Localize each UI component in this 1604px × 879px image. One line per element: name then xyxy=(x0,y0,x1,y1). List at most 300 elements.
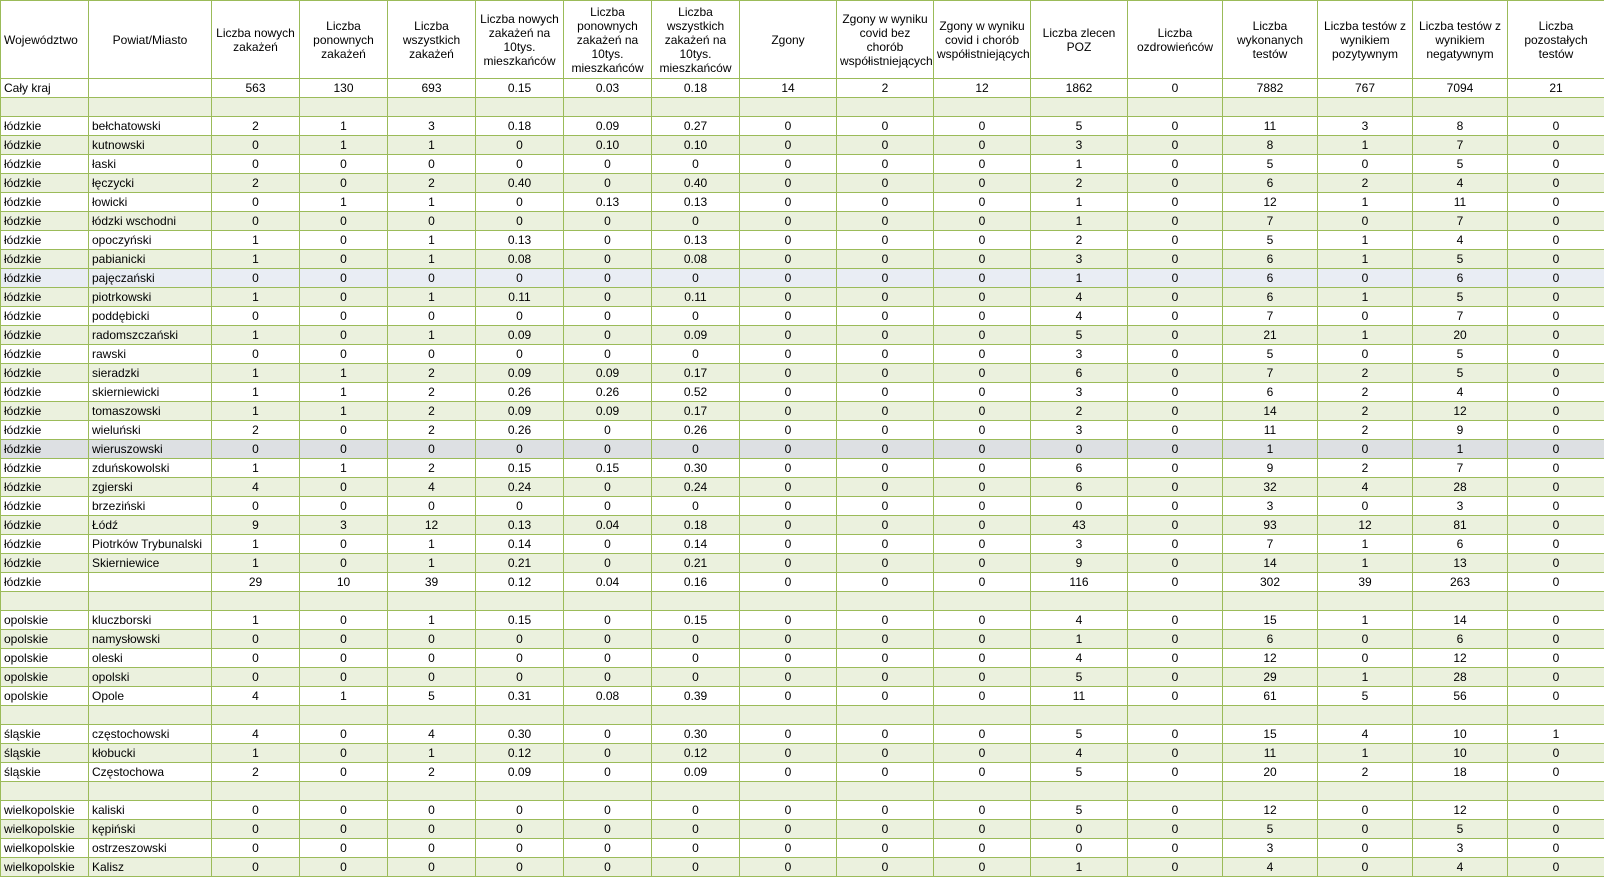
table-row xyxy=(1,516,1604,535)
cell-county: Częstochowa xyxy=(89,763,212,782)
cell-value: 0 xyxy=(476,497,564,516)
cell-value: 0.30 xyxy=(476,725,564,744)
column-header: Liczba ozdrowieńców xyxy=(1128,1,1223,79)
cell-value: 4 xyxy=(212,687,300,706)
cell-value: 0 xyxy=(1508,307,1604,326)
cell-value: 1 xyxy=(300,193,388,212)
cell-value: 0 xyxy=(476,212,564,231)
cell-value xyxy=(740,592,837,611)
cell-value: 0 xyxy=(740,687,837,706)
cell-value: 0 xyxy=(1508,402,1604,421)
cell-value xyxy=(652,782,740,801)
cell-value: 0 xyxy=(1508,687,1604,706)
cell-county: pabianicki xyxy=(89,250,212,269)
cell-value: 0 xyxy=(212,440,300,459)
cell-value: 0 xyxy=(934,535,1031,554)
cell-value: 0 xyxy=(934,383,1031,402)
cell-value: 0.17 xyxy=(652,364,740,383)
cell-value: 0 xyxy=(1508,345,1604,364)
cell-value: 2 xyxy=(1318,174,1413,193)
cell-value: 0 xyxy=(740,801,837,820)
cell-voivodeship: łódzkie xyxy=(1,326,89,345)
cell-value xyxy=(934,706,1031,725)
cell-value: 0 xyxy=(212,497,300,516)
cell-value: 8 xyxy=(1413,117,1508,136)
table-row xyxy=(1,459,1604,478)
cell-value: 0.15 xyxy=(476,611,564,630)
cell-value: 0 xyxy=(652,668,740,687)
cell-value: 0.08 xyxy=(564,687,652,706)
cell-value: 0 xyxy=(300,630,388,649)
column-header: Liczba wykonanych testów xyxy=(1223,1,1318,79)
cell-value: 3 xyxy=(1031,383,1128,402)
cell-value: 0 xyxy=(934,687,1031,706)
cell-value: 0 xyxy=(1318,820,1413,839)
cell-value: 5 xyxy=(1031,725,1128,744)
cell-value: 0 xyxy=(212,630,300,649)
cell-voivodeship xyxy=(1,782,89,801)
cell-value: 4 xyxy=(1031,307,1128,326)
cell-value: 0 xyxy=(300,250,388,269)
cell-value: 6 xyxy=(1223,250,1318,269)
cell-value: 0 xyxy=(740,212,837,231)
cell-value: 0 xyxy=(1128,212,1223,231)
cell-value: 0 xyxy=(1318,497,1413,516)
cell-voivodeship: łódzkie xyxy=(1,421,89,440)
cell-value: 4 xyxy=(1318,725,1413,744)
cell-value: 5 xyxy=(1413,345,1508,364)
cell-value: 1 xyxy=(212,535,300,554)
cell-value: 0 xyxy=(1318,440,1413,459)
cell-value: 1 xyxy=(1318,326,1413,345)
table-row xyxy=(1,554,1604,573)
cell-value: 7 xyxy=(1223,307,1318,326)
table-row xyxy=(1,440,1604,459)
cell-value: 2 xyxy=(212,763,300,782)
cell-value: 0 xyxy=(837,307,934,326)
cell-value: 0 xyxy=(476,440,564,459)
cell-value: 7 xyxy=(1413,136,1508,155)
cell-value xyxy=(564,706,652,725)
cell-value: 0 xyxy=(652,155,740,174)
cell-voivodeship: łódzkie xyxy=(1,364,89,383)
cell-value: 39 xyxy=(1318,573,1413,592)
table-row xyxy=(1,212,1604,231)
cell-value xyxy=(837,98,934,117)
cell-value: 0 xyxy=(1031,440,1128,459)
cell-value: 14 xyxy=(1223,402,1318,421)
cell-value: 0 xyxy=(740,345,837,364)
cell-value: 0 xyxy=(1508,231,1604,250)
column-header: Województwo xyxy=(1,1,89,79)
cell-value: 1 xyxy=(212,364,300,383)
cell-value: 0 xyxy=(934,136,1031,155)
cell-value: 0.13 xyxy=(564,193,652,212)
cell-value: 0 xyxy=(934,326,1031,345)
column-header: Zgony w wyniku covid bez chorób współistniejących xyxy=(837,1,934,79)
cell-value: 0 xyxy=(564,269,652,288)
cell-value: 0.08 xyxy=(476,250,564,269)
cell-voivodeship: opolskie xyxy=(1,611,89,630)
cell-value: 2 xyxy=(388,364,476,383)
cell-value: 1 xyxy=(388,554,476,573)
cell-value: 12 xyxy=(1413,402,1508,421)
cell-voivodeship xyxy=(1,706,89,725)
cell-value: 563 xyxy=(212,79,300,98)
cell-value: 0.18 xyxy=(476,117,564,136)
cell-value: 2 xyxy=(388,763,476,782)
cell-value: 0.26 xyxy=(564,383,652,402)
cell-value: 0 xyxy=(740,725,837,744)
cell-value: 0 xyxy=(300,478,388,497)
cell-value: 0 xyxy=(740,231,837,250)
cell-value: 0 xyxy=(564,478,652,497)
cell-value: 3 xyxy=(1223,839,1318,858)
cell-county: łaski xyxy=(89,155,212,174)
cell-county xyxy=(89,592,212,611)
table-row xyxy=(1,364,1604,383)
cell-value: 0 xyxy=(1508,573,1604,592)
cell-voivodeship: łódzkie xyxy=(1,307,89,326)
cell-value: 0 xyxy=(652,649,740,668)
cell-value: 0 xyxy=(740,858,837,877)
cell-value: 4 xyxy=(1031,288,1128,307)
cell-value xyxy=(1508,592,1604,611)
cell-value: 0 xyxy=(1128,174,1223,193)
cell-value: 0 xyxy=(564,421,652,440)
cell-value: 4 xyxy=(1413,174,1508,193)
cell-value: 2 xyxy=(1031,231,1128,250)
cell-value: 0 xyxy=(1508,649,1604,668)
cell-county: piotrkowski xyxy=(89,288,212,307)
cell-value: 1 xyxy=(1413,440,1508,459)
cell-voivodeship: śląskie xyxy=(1,763,89,782)
cell-value xyxy=(212,98,300,117)
cell-value: 6 xyxy=(1413,630,1508,649)
cell-value: 0.18 xyxy=(652,79,740,98)
cell-value: 0 xyxy=(740,744,837,763)
cell-value: 0 xyxy=(388,801,476,820)
cell-value: 0 xyxy=(388,269,476,288)
cell-value xyxy=(564,782,652,801)
cell-value: 0 xyxy=(652,630,740,649)
table-row xyxy=(1,592,1604,611)
cell-value: 0 xyxy=(564,440,652,459)
cell-value: 0 xyxy=(934,478,1031,497)
cell-value: 0.10 xyxy=(564,136,652,155)
cell-value: 20 xyxy=(1223,763,1318,782)
cell-voivodeship: łódzkie xyxy=(1,345,89,364)
cell-value: 0 xyxy=(300,307,388,326)
table-row xyxy=(1,801,1604,820)
cell-value: 3 xyxy=(1031,421,1128,440)
cell-value: 5 xyxy=(1031,668,1128,687)
cell-value: 0 xyxy=(934,630,1031,649)
cell-value: 10 xyxy=(1413,725,1508,744)
cell-value: 0 xyxy=(1128,250,1223,269)
cell-county: Opole xyxy=(89,687,212,706)
cell-value: 0 xyxy=(934,364,1031,383)
cell-value: 2 xyxy=(388,383,476,402)
cell-value: 0 xyxy=(564,858,652,877)
cell-value: 5 xyxy=(1031,801,1128,820)
cell-value: 0 xyxy=(476,136,564,155)
cell-value xyxy=(1223,782,1318,801)
cell-value: 0 xyxy=(934,288,1031,307)
cell-value: 0.13 xyxy=(652,193,740,212)
cell-value: 0.30 xyxy=(652,725,740,744)
table-row xyxy=(1,250,1604,269)
cell-value: 12 xyxy=(1223,801,1318,820)
cell-value: 0 xyxy=(212,649,300,668)
cell-value: 5 xyxy=(1318,687,1413,706)
cell-value: 0 xyxy=(388,630,476,649)
cell-value: 0 xyxy=(564,326,652,345)
cell-value xyxy=(300,592,388,611)
cell-value: 2 xyxy=(388,421,476,440)
cell-value: 0 xyxy=(837,269,934,288)
cell-value: 0 xyxy=(934,516,1031,535)
cell-value: 0 xyxy=(300,269,388,288)
cell-value: 0 xyxy=(1128,155,1223,174)
cell-value: 1 xyxy=(212,744,300,763)
cell-value: 1862 xyxy=(1031,79,1128,98)
cell-value: 21 xyxy=(1508,79,1604,98)
cell-value: 0 xyxy=(652,858,740,877)
cell-value: 0.26 xyxy=(476,383,564,402)
cell-voivodeship: Cały kraj xyxy=(1,79,89,98)
cell-value: 0 xyxy=(212,668,300,687)
cell-value: 1 xyxy=(212,326,300,345)
cell-value: 1 xyxy=(1318,288,1413,307)
cell-value: 0 xyxy=(934,573,1031,592)
table-row xyxy=(1,687,1604,706)
cell-value: 2 xyxy=(1318,402,1413,421)
cell-value: 302 xyxy=(1223,573,1318,592)
cell-value: 3 xyxy=(1318,117,1413,136)
cell-value: 0 xyxy=(740,535,837,554)
cell-county: tomaszowski xyxy=(89,402,212,421)
cell-value: 0 xyxy=(212,345,300,364)
cell-value: 2 xyxy=(388,402,476,421)
cell-value: 0 xyxy=(564,744,652,763)
cell-county: łowicki xyxy=(89,193,212,212)
cell-value: 0 xyxy=(476,269,564,288)
cell-value: 0.09 xyxy=(476,763,564,782)
cell-value: 0 xyxy=(934,402,1031,421)
cell-voivodeship: łódzkie xyxy=(1,535,89,554)
cell-value: 2 xyxy=(1318,421,1413,440)
cell-voivodeship: wielkopolskie xyxy=(1,839,89,858)
cell-value: 0 xyxy=(300,535,388,554)
cell-county: kaliski xyxy=(89,801,212,820)
cell-value: 0 xyxy=(564,725,652,744)
cell-voivodeship: łódzkie xyxy=(1,459,89,478)
cell-county: zduńskowolski xyxy=(89,459,212,478)
cell-value xyxy=(740,98,837,117)
cell-value: 0 xyxy=(1508,136,1604,155)
cell-value: 0 xyxy=(476,193,564,212)
cell-value: 0 xyxy=(837,136,934,155)
cell-value: 1 xyxy=(1031,858,1128,877)
cell-value: 0 xyxy=(934,744,1031,763)
table-row xyxy=(1,668,1604,687)
cell-value: 5 xyxy=(1413,155,1508,174)
cell-county: łódzki wschodni xyxy=(89,212,212,231)
cell-value: 15 xyxy=(1223,725,1318,744)
cell-value: 1 xyxy=(212,554,300,573)
cell-value: 10 xyxy=(300,573,388,592)
cell-value xyxy=(740,782,837,801)
cell-value: 0 xyxy=(564,554,652,573)
cell-value: 0 xyxy=(476,307,564,326)
cell-value: 8 xyxy=(1223,136,1318,155)
cell-value: 0 xyxy=(740,117,837,136)
cell-voivodeship: łódzkie xyxy=(1,478,89,497)
table-row xyxy=(1,402,1604,421)
cell-value: 0 xyxy=(1508,744,1604,763)
cell-value: 0 xyxy=(300,744,388,763)
cell-value: 0 xyxy=(652,269,740,288)
cell-value: 0 xyxy=(652,345,740,364)
cell-value: 0 xyxy=(1318,839,1413,858)
table-row xyxy=(1,117,1604,136)
table-row xyxy=(1,649,1604,668)
cell-value: 0 xyxy=(1128,478,1223,497)
cell-value: 3 xyxy=(1031,345,1128,364)
cell-value: 0 xyxy=(1508,326,1604,345)
cell-value: 0 xyxy=(476,820,564,839)
cell-value xyxy=(388,98,476,117)
cell-value: 0 xyxy=(740,440,837,459)
cell-value: 0 xyxy=(740,383,837,402)
cell-county: skierniewicki xyxy=(89,383,212,402)
cell-county: poddębicki xyxy=(89,307,212,326)
cell-value: 0 xyxy=(1508,383,1604,402)
cell-value: 0 xyxy=(740,269,837,288)
cell-value: 0 xyxy=(1128,269,1223,288)
cell-value: 0 xyxy=(740,402,837,421)
cell-value: 0 xyxy=(1128,497,1223,516)
cell-value xyxy=(1318,782,1413,801)
cell-value: 0 xyxy=(837,858,934,877)
cell-value: 0 xyxy=(300,231,388,250)
cell-value: 0.11 xyxy=(476,288,564,307)
cell-value: 0 xyxy=(934,345,1031,364)
cell-value: 1 xyxy=(1318,611,1413,630)
cell-value: 9 xyxy=(1031,554,1128,573)
cell-value: 0.12 xyxy=(476,744,564,763)
cell-value: 18 xyxy=(1413,763,1508,782)
cell-value: 1 xyxy=(1031,155,1128,174)
cell-value: 0 xyxy=(212,801,300,820)
cell-value: 0 xyxy=(1128,573,1223,592)
cell-value xyxy=(1413,98,1508,117)
cell-value: 0 xyxy=(388,668,476,687)
cell-value: 0 xyxy=(934,839,1031,858)
cell-value: 0 xyxy=(740,554,837,573)
cell-value: 0 xyxy=(300,554,388,573)
cell-value: 0.09 xyxy=(476,326,564,345)
cell-value: 7 xyxy=(1413,307,1508,326)
cell-value: 1 xyxy=(212,288,300,307)
cell-value: 4 xyxy=(212,478,300,497)
cell-value: 0 xyxy=(837,668,934,687)
table-row xyxy=(1,288,1604,307)
cell-value: 0.14 xyxy=(652,535,740,554)
cell-value: 0 xyxy=(837,535,934,554)
cell-value: 0 xyxy=(740,307,837,326)
cell-value: 0 xyxy=(740,573,837,592)
cell-value: 93 xyxy=(1223,516,1318,535)
cell-value: 3 xyxy=(1031,535,1128,554)
cell-value: 4 xyxy=(212,725,300,744)
cell-value: 0 xyxy=(388,858,476,877)
cell-value: 1 xyxy=(300,364,388,383)
cell-value: 1 xyxy=(388,193,476,212)
cell-value: 6 xyxy=(1223,269,1318,288)
cell-county: częstochowski xyxy=(89,725,212,744)
cell-value: 0 xyxy=(837,288,934,307)
column-header: Liczba pozostałych testów xyxy=(1508,1,1604,79)
cell-value: 4 xyxy=(1223,858,1318,877)
column-header: Liczba testów z wynikiem pozytywnym xyxy=(1318,1,1413,79)
cell-value: 0 xyxy=(300,649,388,668)
cell-value: 0 xyxy=(837,630,934,649)
cell-value: 0 xyxy=(934,440,1031,459)
cell-value: 0 xyxy=(212,820,300,839)
cell-value: 0 xyxy=(740,136,837,155)
cell-county: kłobucki xyxy=(89,744,212,763)
cell-voivodeship: łódzkie xyxy=(1,497,89,516)
cell-value: 0 xyxy=(934,212,1031,231)
cell-value: 0 xyxy=(388,307,476,326)
cell-value: 1 xyxy=(212,402,300,421)
cell-value: 2 xyxy=(212,421,300,440)
cell-county: kluczborski xyxy=(89,611,212,630)
cell-value: 0 xyxy=(837,459,934,478)
cell-value: 0 xyxy=(300,611,388,630)
cell-value: 1 xyxy=(212,231,300,250)
cell-voivodeship: łódzkie xyxy=(1,402,89,421)
cell-value: 0.40 xyxy=(652,174,740,193)
cell-value: 0 xyxy=(837,193,934,212)
cell-value: 0 xyxy=(837,725,934,744)
table-row xyxy=(1,79,1604,98)
cell-county: opoczyński xyxy=(89,231,212,250)
cell-value: 1 xyxy=(300,136,388,155)
cell-value: 0 xyxy=(934,193,1031,212)
table-row xyxy=(1,193,1604,212)
cell-value: 0 xyxy=(652,440,740,459)
cell-value xyxy=(476,782,564,801)
cell-value xyxy=(1128,706,1223,725)
cell-value: 0 xyxy=(837,364,934,383)
cell-value: 3 xyxy=(1413,497,1508,516)
cell-voivodeship: łódzkie xyxy=(1,174,89,193)
cell-value xyxy=(388,782,476,801)
cell-value: 0 xyxy=(564,497,652,516)
cell-value: 6 xyxy=(1413,269,1508,288)
cell-county: oleski xyxy=(89,649,212,668)
cell-county: wieruszowski xyxy=(89,440,212,459)
cell-value: 5 xyxy=(1413,820,1508,839)
cell-value: 0 xyxy=(934,250,1031,269)
cell-value: 0 xyxy=(1318,212,1413,231)
cell-value: 0 xyxy=(837,649,934,668)
cell-value: 6 xyxy=(1031,478,1128,497)
cell-value: 0 xyxy=(564,820,652,839)
